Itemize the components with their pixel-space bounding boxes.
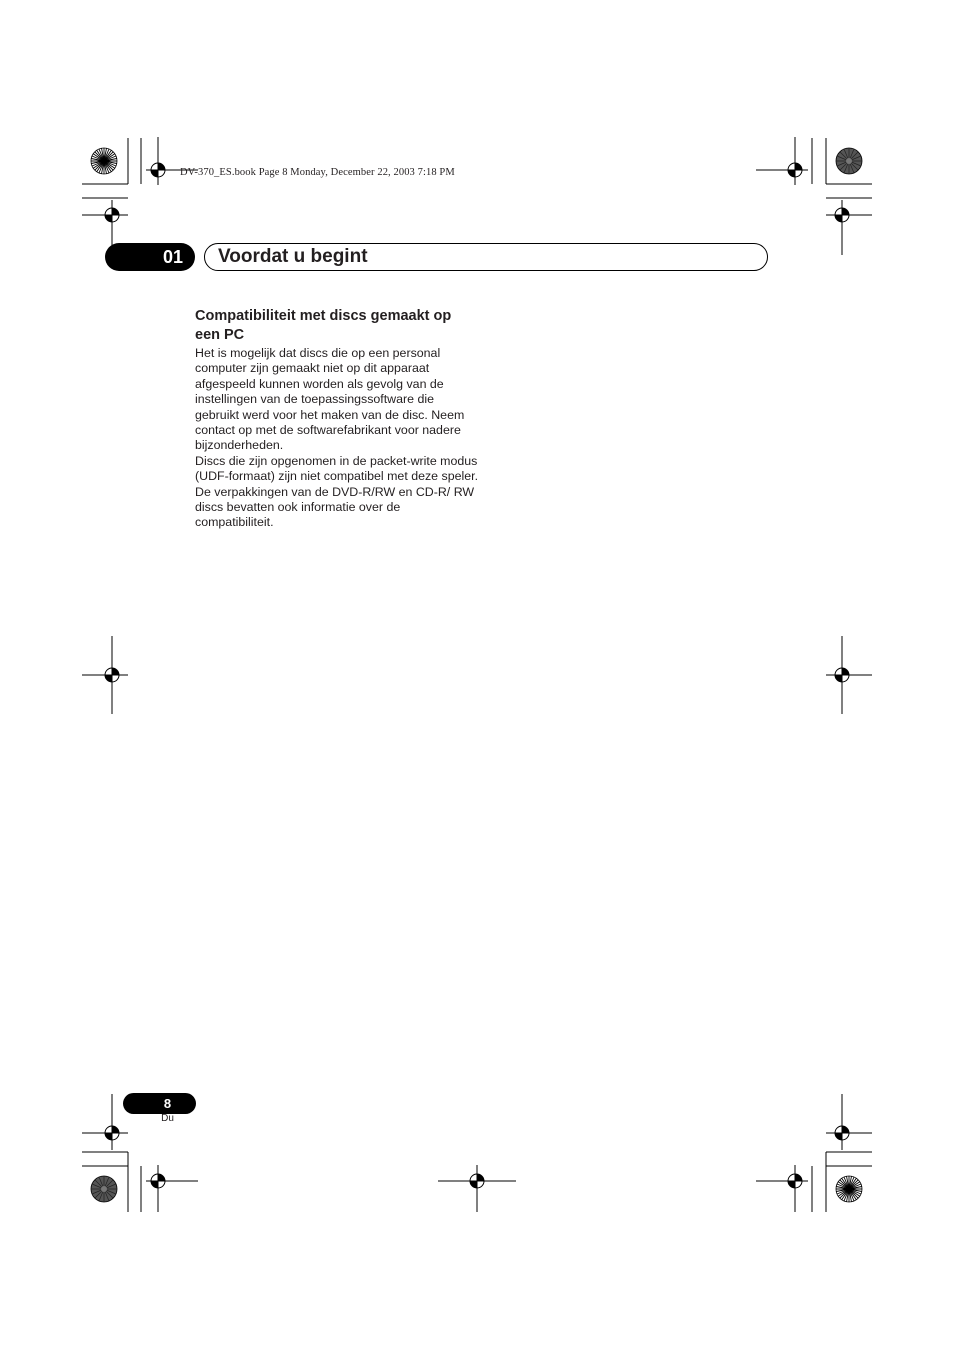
- chapter-title: Voordat u begint: [218, 246, 368, 267]
- body-paragraph: De verpakkingen van de DVD-R/RW en CD-R/ RW discs bevatten ook informatie over de compatibiliteit.: [195, 484, 475, 530]
- chapter-number-tab: 01: [105, 243, 195, 271]
- page-number-tab: 8: [123, 1093, 196, 1114]
- section-heading: Compatibiliteit met discs gemaakt op een PC: [195, 308, 452, 343]
- language-code: Du: [161, 1113, 174, 1124]
- body-paragraph: Het is mogelijk dat discs die op een personal computer zijn gemaakt niet op dit apparaat afgespeeld kunnen worden als gevolg van de instellingen van de toepassingssoftware die gebruikt werd voor het maken van de disc. Neem contact op met de softwarefabrikant voor nadere bijzonderheden.: [195, 346, 465, 453]
- section-body: [195, 346, 480, 531]
- color-target-icon: [836, 148, 862, 174]
- print-file-info: DV-370_ES.book Page 8 Monday, December 22, 2003 7:18 PM: [180, 167, 455, 178]
- color-target-icon: [91, 1176, 117, 1202]
- body-paragraph: Discs die zijn opgenomen in de packet-write modus (UDF-formaat) zijn niet compatibel met deze speler.: [195, 453, 479, 484]
- color-target-icon: [836, 1176, 862, 1202]
- color-target-icon: [91, 148, 117, 174]
